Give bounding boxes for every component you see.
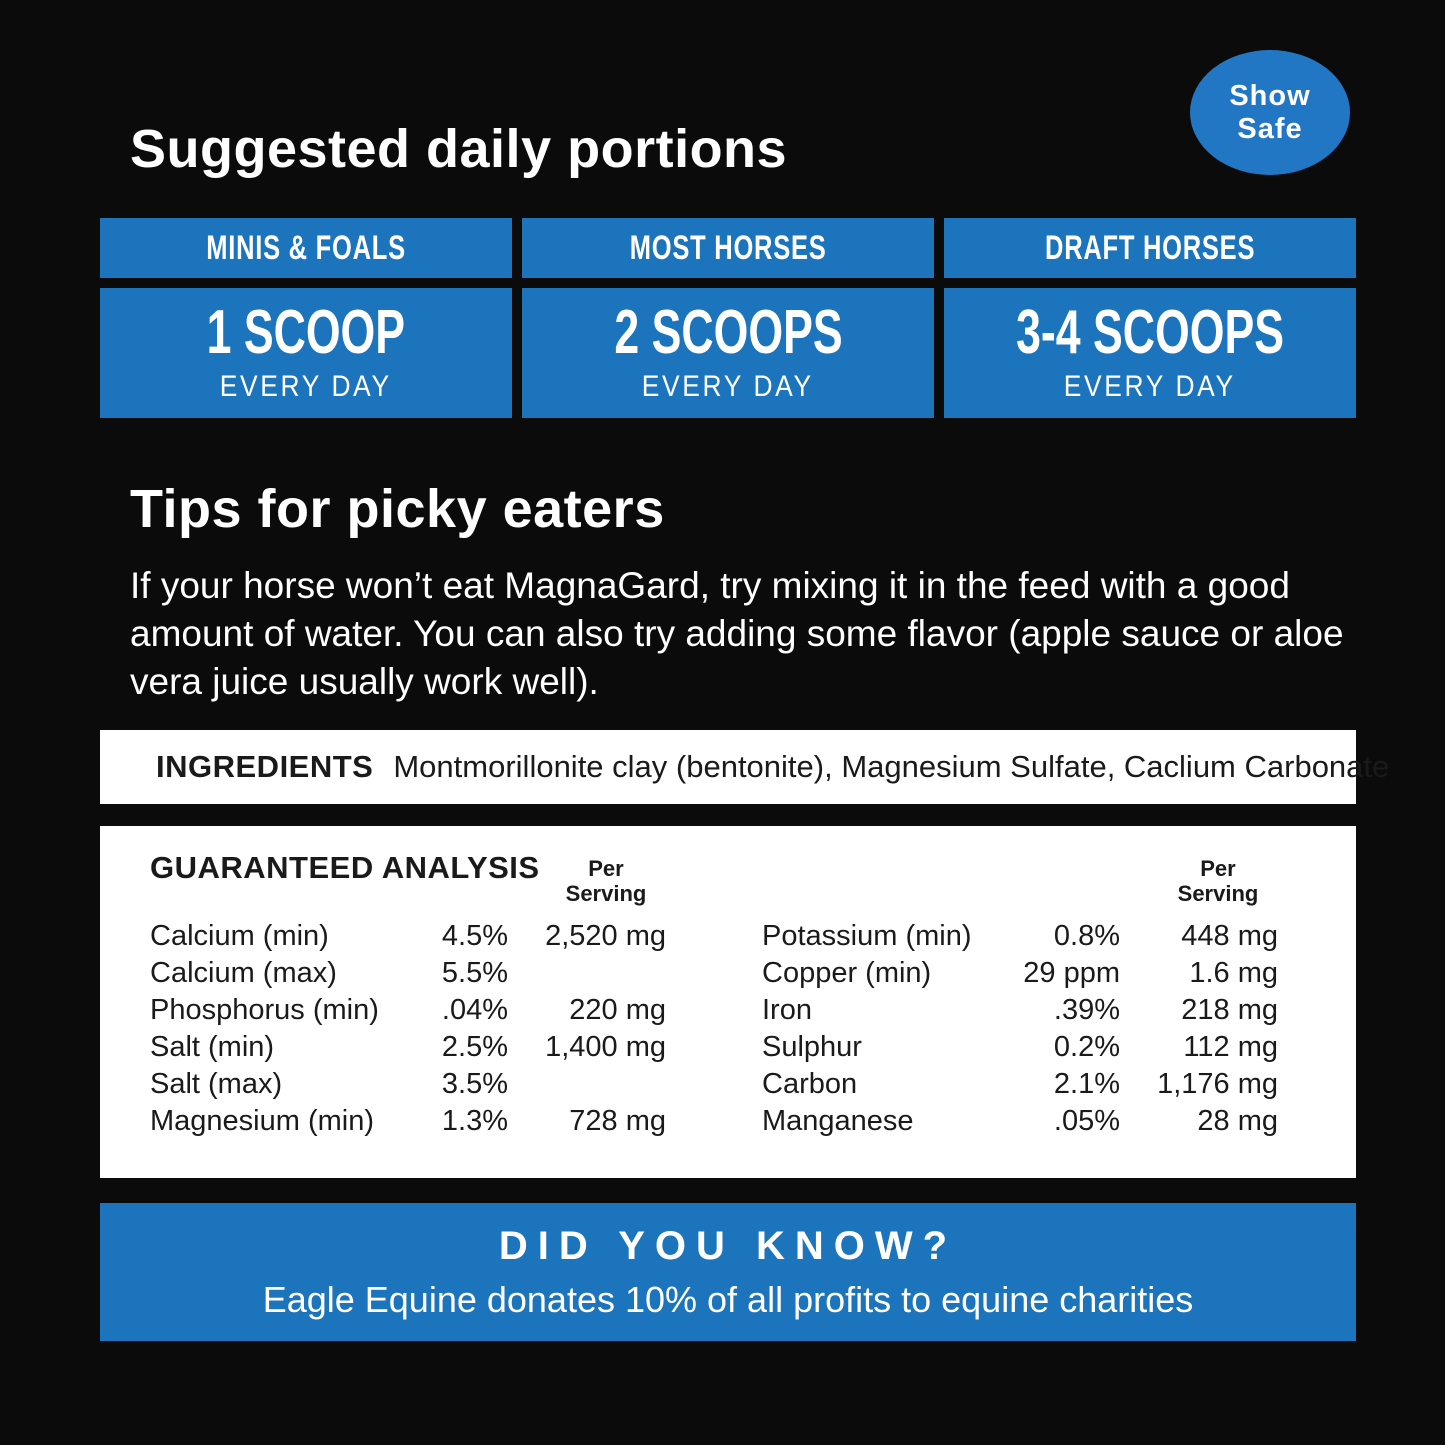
portions-col1-frequency-label: EVERY DAY [220,370,392,403]
tips-line-3: vera juice usually work well). [130,661,599,702]
table-row [762,918,1278,955]
table-row [150,1066,666,1103]
nutrient-pct: .39% [1053,994,1120,1026]
nutrient-name: Calcium (min) [150,920,329,952]
guaranteed-analysis-title: GUARANTEED ANALYSIS [150,850,540,885]
per-serving-right-line2: Serving [1177,881,1259,906]
portions-col1-header-label: MINIS & FOALS [206,228,406,267]
nutrient-name: Magnesium (min) [150,1105,374,1137]
portions-col3-frequency-label: EVERY DAY [1064,370,1236,403]
badge-line1: Show [1229,79,1311,112]
tips-title: Tips for picky eaters [130,479,665,539]
nutrient-pct: 2.5% [441,1031,508,1063]
nutrient-mg: 220 mg [569,994,666,1026]
did-you-know-bar [100,1203,1356,1341]
nutrient-name: Iron [762,994,812,1026]
nutrient-mg: 448 mg [1181,920,1278,952]
nutrient-pct: 4.5% [441,920,508,952]
did-you-know-text: Eagle Equine donates 10% of all profits to equine charities [262,1279,1194,1320]
nutrient-mg: 2,520 mg [545,920,666,952]
nutrient-name: Potassium (min) [762,920,972,952]
portions-col3-body [944,288,1356,418]
table-row [150,992,666,1029]
nutrient-name: Copper (min) [762,957,932,989]
nutrient-name: Sulphur [762,1031,862,1063]
nutrient-pct: 3.5% [441,1068,508,1100]
portions-col3-amount [964,298,1336,367]
portions-col1-body [100,288,512,418]
portions-col1-header [100,218,512,278]
tips-line-2: amount of water. You can also try adding some flavor (apple sauce or aloe [130,613,1344,654]
portions-col2-amount-label: 2 SCOOPS [613,298,843,367]
nutrient-mg: 112 mg [1183,1031,1278,1063]
nutrient-pct: 5.5% [441,957,508,989]
analysis-table-right [762,918,1278,1140]
nutrient-mg: 1,176 mg [1157,1068,1278,1100]
table-row [150,1029,666,1066]
portions-col2-header [522,218,934,278]
table-row [762,1103,1278,1140]
nutrient-pct: 1.3% [441,1105,508,1137]
portions-col2-body [522,288,934,418]
table-row [762,955,1278,992]
per-serving-left-line2: Serving [565,881,647,906]
nutrient-mg: 728 mg [569,1105,666,1137]
nutrient-name: Manganese [762,1105,914,1137]
portions-col2-amount [570,298,887,367]
show-safe-badge [1190,50,1350,175]
nutrient-name: Phosphorus (min) [150,994,379,1026]
portions-col3-header [944,218,1356,278]
portions-col2-frequency-label: EVERY DAY [642,370,814,403]
ingredients-bar [100,730,1390,804]
portions-col1-frequency [208,369,403,405]
badge-line2: Safe [1237,112,1303,145]
nutrient-pct: .05% [1053,1105,1120,1137]
nutrient-pct: 0.2% [1053,1031,1120,1063]
ingredients-text: Montmorillonite clay (bentonite), Magnesium Sulfate, Caclium Carbonate [393,749,1390,784]
nutrient-pct: 2.1% [1053,1068,1120,1100]
nutrient-mg: 28 mg [1197,1105,1278,1137]
nutrient-mg: 218 mg [1181,994,1278,1026]
table-row [150,918,666,955]
nutrient-mg: 1.6 mg [1189,957,1278,989]
nutrient-pct: 0.8% [1053,920,1120,952]
nutrient-name: Salt (min) [150,1031,275,1063]
table-row [762,1029,1278,1066]
table-row [762,1066,1278,1103]
portions-col3-amount-label: 3-4 SCOOPS [1016,298,1284,367]
table-row [762,992,1278,1029]
portions-col1-amount [168,298,444,367]
portions-table [100,218,1356,418]
per-serving-right-line1: Per [1200,856,1236,881]
nutrient-mg: 1,400 mg [545,1031,666,1063]
nutrient-pct: .04% [441,994,508,1026]
portions-col3-header-label: DRAFT HORSES [1044,228,1256,267]
table-row [150,955,666,992]
nutrient-name: Calcium (max) [150,957,337,989]
analysis-table-left [150,918,666,1140]
did-you-know-title: DID YOU KNOW? [498,1224,958,1268]
nutrient-name: Salt (max) [150,1068,283,1100]
portions-title: Suggested daily portions [130,119,788,179]
nutrient-pct: 29 ppm [1023,957,1120,989]
tips-line-1: If your horse won’t eat MagnaGard, try mixing it in the feed with a good [130,565,1290,606]
per-serving-header-left [526,856,686,906]
portions-col3-frequency [1052,369,1247,405]
guaranteed-analysis-box [100,826,1356,1178]
ingredients-label: INGREDIENTS [156,749,374,784]
table-row [150,1103,666,1140]
portions-col1-amount-label: 1 SCOOP [206,298,406,367]
nutrient-name: Carbon [762,1068,858,1100]
portions-col2-header-label: MOST HORSES [629,228,827,267]
per-serving-left-line1: Per [588,856,624,881]
tips-paragraph [130,562,1370,706]
per-serving-header-right [1138,856,1298,906]
portions-col2-frequency [630,369,825,405]
